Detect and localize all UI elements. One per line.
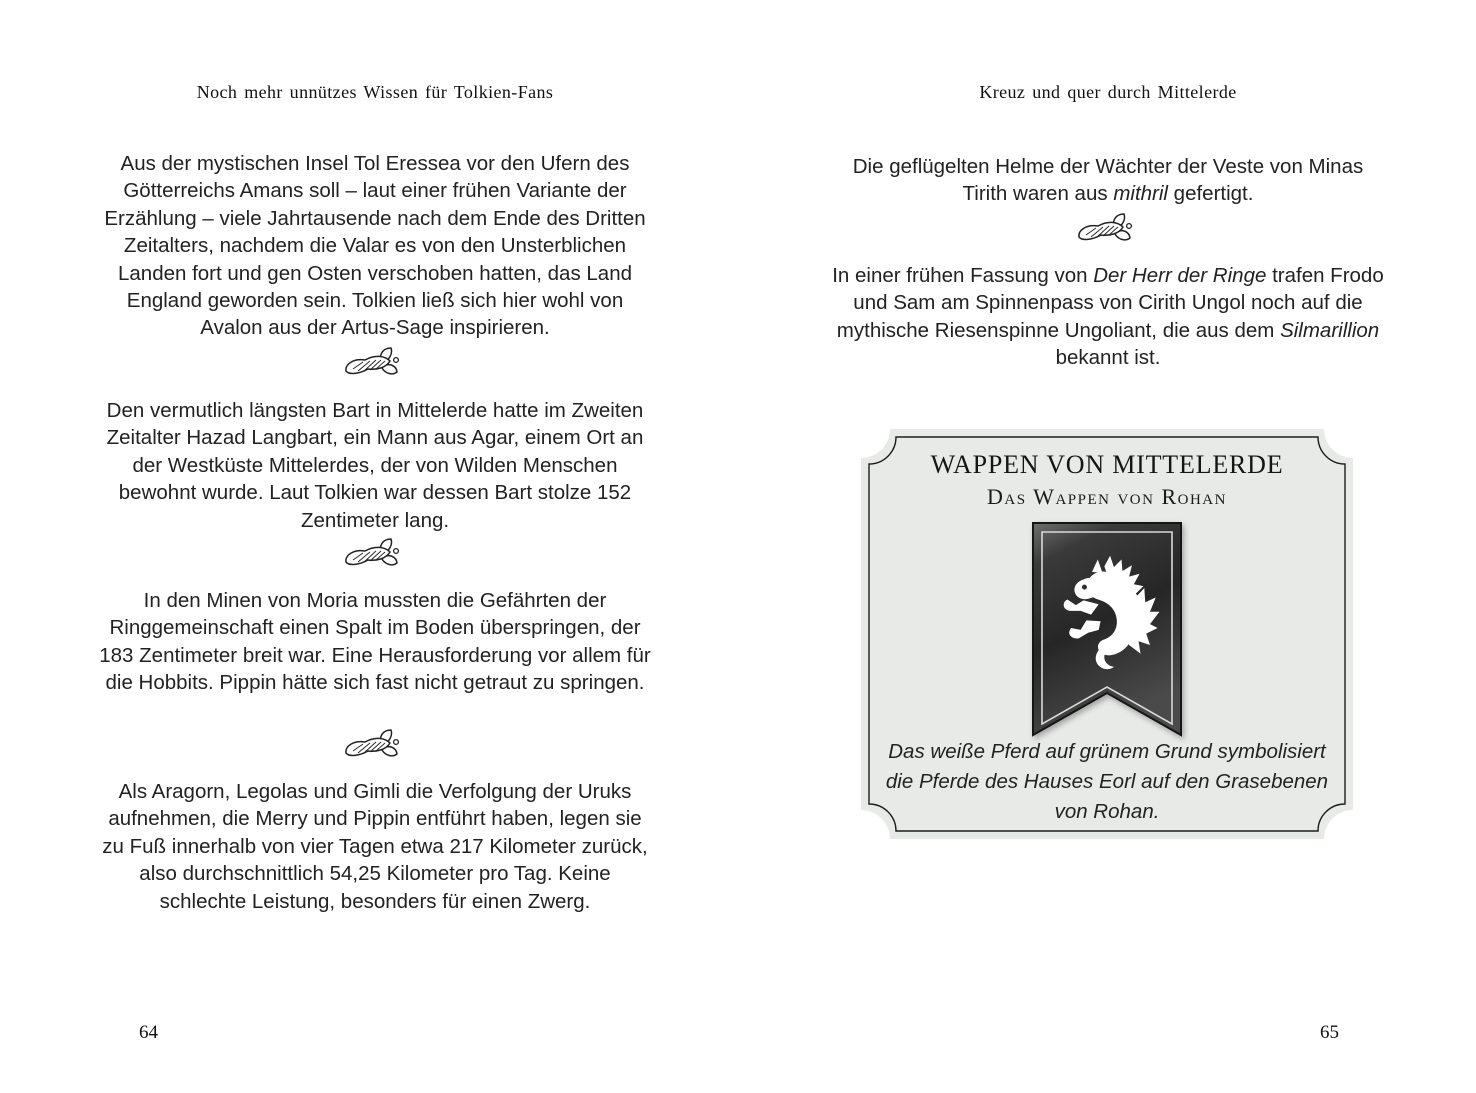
- right-running-head: Kreuz und quer durch Mittelerde: [979, 82, 1237, 102]
- rohan-horse-banner-icon: [1031, 521, 1183, 739]
- left-paragraph-3: In den Minen von Moria mussten die Gefährten der Ringgemeinschaft einen Spalt im Boden überspringen, der 183 Zentimeter breit war. Eine Herausforderung vor allem für die Hobbits. Pippin hätte sich fast nicht getraut zu springen.: [99, 589, 651, 695]
- coat-of-arms-box: [860, 428, 1354, 840]
- left-paragraph-4: Als Aragorn, Legolas und Gimli die Verfolgung der Uruks aufnehmen, die Merry und Pippin entführt haben, legen sie zu Fuß innerhalb von vier Tagen etwa 217 Kilometer zurück, also durchschnittlich 54,25 Kilometer pro Tag. Keine schlechte Leistung, besonders für einen Zwerg.: [102, 780, 648, 913]
- left-running-head: Noch mehr unnützes Wissen für Tolkien-Fans: [196, 82, 554, 102]
- right-paragraph-1: Die geflügelten Helme der Wächter der Veste von Minas Tirith waren aus mithril gefertigt.: [852, 155, 1364, 206]
- left-page-number: 64: [139, 1022, 158, 1043]
- coat-of-arms-caption: Das weiße Pferd auf grünem Grund symbolisiert die Pferde des Hauses Eorl auf den Grasebenen von Rohan.: [885, 740, 1329, 823]
- left-paragraph-1: Aus der mystischen Insel Tol Eressea vor den Ufern des Götterreichs Amans soll – laut einer frühen Variante der Erzählung – viele Jahrtausende nach dem Ende des Dritten Zeitalters, nachdem die Valar es von den Unsterblichen Landen fort und gen Osten verschoben hatten, das Land England geworden sein. Tolkien ließ sich hier wohl von Avalon aus der Artus-Sage inspirieren.: [104, 152, 646, 340]
- right-paragraph-2: In einer frühen Fassung von Der Herr der Ringe trafen Frodo und Sam am Spinnenpass von Cirith Ungol noch auf die mythische Riesenspinne Ungoliant, die aus dem Silmarillion bekannt ist.: [832, 264, 1384, 370]
- right-page-number: 65: [1320, 1022, 1339, 1043]
- winged-leaf-ornament-icon: [343, 346, 401, 390]
- left-paragraph-2: Den vermutlich längsten Bart in Mittelerde hatte im Zweiten Zeitalter Hazad Langbart, ein Mann aus Agar, einem Ort an der Westküste Mittelerdes, der von Wilden Menschen bewohnt wurde. Laut Tolkien war dessen Bart stolze 152 Zentimeter lang.: [106, 399, 644, 532]
- coat-of-arms-title: WAPPEN VON MITTELERDE: [930, 450, 1284, 479]
- winged-leaf-ornament-icon: [343, 728, 401, 772]
- winged-leaf-ornament-icon: [1076, 212, 1134, 256]
- winged-leaf-ornament-icon: [343, 537, 401, 581]
- coat-of-arms-subtitle: Das Wappen von Rohan: [987, 484, 1227, 509]
